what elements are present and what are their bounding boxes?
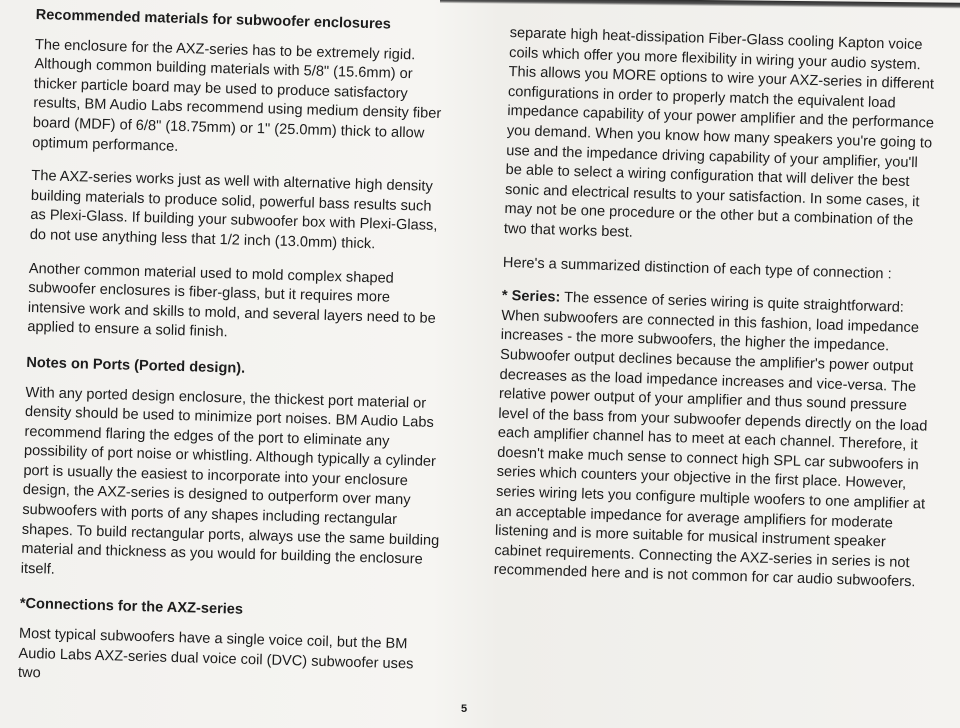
series-label: Series: — [511, 288, 561, 306]
left-column — [17, 6, 456, 709]
paragraph-fiberglass: Another common material used to mold complex shaped subwoofer enclosures is fiber-glass, but it requires more intensive work and skills to mold, and several layers need to be applied to ensure a solid finish. — [27, 260, 436, 341]
page-number: 5 — [461, 703, 468, 715]
heading-connections: *Connections for the AXZ-series — [19, 596, 244, 619]
paragraph-voice-coils-continued: separate high heat-dissipation Fiber-Glass cooling Kapton voice coils which offer you more flexibility in wiring your audio system. This allows you MORE options to wire your AXZ-series in different configurations in order to properly match the equivalent load impedance capability of your power amplifier and the performance you demand. When you know how many speakers you're going to use and the impedance driving capability of your amplifier, you'll be able to select a wiring configuration that will deliver the best sonic and electrical results to your satisfaction. In some cases, it may not be one procedure or the other but a combination of the two that works best. — [503, 24, 935, 241]
paragraph-series — [493, 287, 932, 594]
series-text: The essence of series wiring is quite straightforward: When subwoofers are connected in this fashion, load impedance increases - the more subwoofers, the higher the impedance. Subwoofer output declines because the amplifier's power output decreases as the load impedance increases and vice-versa. The relative power output of your amplifier and thus sound pressure level of the bass from your subwoofer depends directly on the load each amplifier channel has to meet at each channel. Therefore, it doesn't make much sense to connect high SPL car subwoofers in series which counters your objective in the first place. However, series wiring lets you configure multiple woofers to one amplifier at an acceptable impedance for average amplifiers for moderate listening and is more suitable for musical instrument speaker cabinet requirements. Connecting the AXZ-series in series is not recommended here and is not common for car audio subwoofers. — [493, 289, 928, 591]
paragraph-voice-coil: Most typical subwoofers have a single voice coil, but the BM Audio Labs AXZ-series dual voice coil (DVC) subwoofer uses two — [17, 625, 414, 682]
right-column — [493, 24, 940, 608]
heading-materials: Recommended materials for subwoofer enclosures — [35, 6, 392, 33]
paragraph-ports: With any ported design enclosure, the thickest port material or density should be used to minimize port noises. BM Audio Labs recommend flaring the edges of the port to eliminate any possibility of port noise or whistling. Although typically a cylinder port is usually the easiest to incorporate into your enclosure design, the AXZ-series is designed to outperform over many subwoofers with ports of any shapes including rectangular shapes. To build rectangular ports, always use the same building material and thickness as you would for building the enclosure itself. — [20, 384, 440, 578]
paragraph-enclosure-rigid: The enclosure for the AXZ-series has to be extremely rigid. Although common building materials with 5/8" (15.6mm) or thicker particle board may be used to produce satisfactory results, BM Audio Labs recommend using medium density fiber board (MDF) of 6/8" (18.75mm) or 1" (25.0mm) thick to allow optimum performance. — [32, 36, 442, 155]
paragraph-plexiglass: The AXZ-series works just as well with alternative high density building materials to produce solid, powerful bass results such as Plexi-Glass. If building your subwoofer box with Plexi-Glass, do not use anything less that 1/2 inch (13.0mm) thick. — [29, 168, 438, 253]
heading-ports: Notes on Ports (Ported design). — [26, 354, 246, 377]
paragraph-summary-intro: Here's a summarized distinction of each type of connection : — [502, 254, 892, 282]
scan-edge-shadow — [440, 0, 960, 9]
bullet-marker: * — [501, 288, 508, 305]
